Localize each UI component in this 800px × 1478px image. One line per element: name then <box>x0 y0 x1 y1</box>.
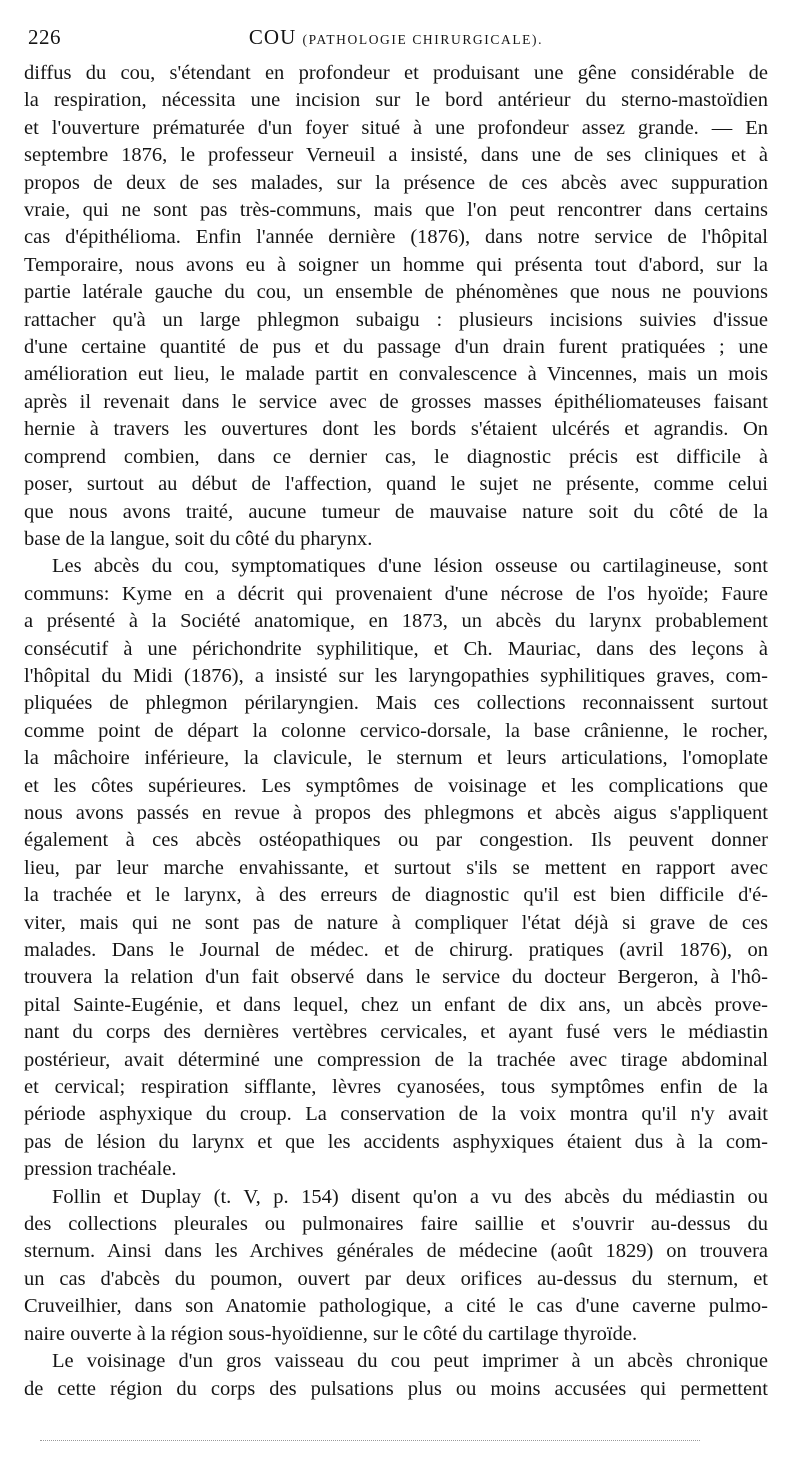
running-title-main: COU <box>248 25 297 49</box>
text-line: nant du corps des dernières vertèbres cervicales, et ayant fusé vers le médiastin <box>24 1021 768 1044</box>
bottom-dotted-rule <box>40 1440 700 1441</box>
text-line: malades. Dans le Journal de médec. et de chirurg. pratiques (avril 1876), on <box>24 939 768 961</box>
text-line: que nous avons traité, aucune tumeur de mauvaise nature soit du côté de la <box>24 500 768 523</box>
text-line: viter, mais qui ne sont pas de nature à compliquer l'état déjà si grave de ces <box>24 911 768 934</box>
text-line: Temporaire, nous avons eu à soigner un homme qui présenta tout d'abord, sur la <box>24 253 768 276</box>
running-header <box>24 22 768 54</box>
running-title <box>24 24 768 53</box>
paragraph-1 <box>24 60 768 553</box>
text-line: pliquées de phlegmon périlaryngien. Mais ces collections reconnaissent surtout <box>24 692 768 715</box>
running-title-sub: (PATHOLOGIE CHIRURGICALE). <box>302 32 544 47</box>
text-line: pital Sainte-Eugénie, et dans lequel, chez un enfant de dix ans, un abcès prove- <box>24 993 768 1016</box>
text-line: un cas d'abcès du poumon, ouvert par deux orifices au-dessus du sternum, et <box>24 1267 768 1290</box>
text-line: amélioration eut lieu, le malade partit en convalescence à Vincennes, mais un mois <box>24 363 768 386</box>
text-line: Cruveilhier, dans son Anatomie pathologique, a cité le cas d'une caverne pulmo- <box>24 1295 768 1318</box>
text-line: postérieur, avait déterminé une compression de la trachée avec tirage abdominal <box>24 1048 768 1071</box>
text-line: pression trachéale. <box>24 1158 177 1181</box>
text-line: Les abcès du cou, symptomatiques d'une lésion osseuse ou cartilagineuse, sont <box>52 555 768 578</box>
text-line: après il revenait dans le service avec de grosses masses épithéliomateuses faisant <box>24 390 768 413</box>
text-line: communs: Kyme en a décrit qui provenaient d'une nécrose de l'os hyoïde; Faure <box>24 582 768 605</box>
text-line: septembre 1876, le professeur Verneuil a insisté, dans une de ses cliniques et à <box>24 144 768 167</box>
paragraph-4 <box>24 1348 768 1403</box>
text-line: cas d'épithélioma. Enfin l'année dernière (1876), dans notre service de l'hôpital <box>24 226 768 249</box>
text-line: la trachée et le larynx, à des erreurs de diagnostic qu'il est bien difficile d'é- <box>24 884 768 907</box>
text-line: et les côtes supérieures. Les symptômes de voisinage et les complications que <box>24 774 768 797</box>
text-line: de cette région du corps des pulsations plus ou moins accusées qui permettent <box>24 1377 768 1400</box>
text-line: pas de lésion du larynx et que les accidents asphyxiques étaient dus à la com- <box>24 1130 768 1153</box>
text-line: partie latérale gauche du cou, un ensemble de phénomènes que nous ne pouvions <box>24 281 768 304</box>
text-line: lieu, par leur marche envahissante, et surtout s'ils se mettent en rapport avec <box>24 856 768 879</box>
text-line: la mâchoire inférieure, la clavicule, le sternum et leurs articulations, l'omoplate <box>24 747 768 770</box>
text-line: Follin et Duplay (t. V, p. 154) disent qu'on a vu des abcès du médiastin ou <box>52 1185 768 1208</box>
text-line: Le voisinage d'un gros vaisseau du cou peut imprimer à un abcès chronique <box>52 1350 768 1373</box>
text-line: vraie, qui ne sont pas très-communs, mais que l'on peut rencontrer dans certains <box>24 199 768 222</box>
text-line: l'hôpital du Midi (1876), a insisté sur les laryngopathies syphilitiques graves, com- <box>24 664 768 687</box>
text-line: poser, surtout au début de l'affection, quand le sujet ne présente, comme celui <box>24 473 768 496</box>
paragraph-2 <box>24 553 768 1183</box>
text-line: diffus du cou, s'étendant en profondeur et produisant une gêne considérable de <box>24 62 768 84</box>
page-number: 226 <box>28 25 61 49</box>
text-line: comprend combien, dans ce dernier cas, le diagnostic précis est difficile à <box>24 445 768 468</box>
text-line: rattacher qu'à un large phlegmon subaigu : plusieurs incisions suivies d'issue <box>24 308 768 331</box>
text-line: et cervical; respiration sifflante, lèvres cyanosées, tous symptômes enfin de la <box>24 1076 768 1099</box>
text-line: comme point de départ la colonne cervico-dorsale, la base crânienne, le rocher, <box>24 719 768 742</box>
text-line: d'une certaine quantité de pus et du passage d'un drain furent pratiquées ; une <box>24 336 768 359</box>
paragraph-3 <box>24 1184 768 1348</box>
text-line: a présenté à la Société anatomique, en 1873, un abcès du larynx probablement <box>24 610 768 633</box>
text-line: hernie à travers les ouvertures dont les bords s'étaient ulcérés et agrandis. On <box>24 418 768 441</box>
text-line: naire ouverte à la région sous-hyoïdienne, sur le côté du cartilage thyroïde. <box>24 1322 638 1345</box>
text-line: la respiration, nécessita une incision sur le bord antérieur du sterno-mastoïdien <box>24 89 768 112</box>
text-line: trouvera la relation d'un fait observé dans le service du docteur Bergeron, à l'hô- <box>24 966 768 989</box>
text-line: également à ces abcès ostéopathiques ou par congestion. Ils peuvent donner <box>24 829 768 852</box>
text-line: sternum. Ainsi dans les Archives générales de médecine (août 1829) on trouvera <box>24 1240 768 1263</box>
text-line: base de la langue, soit du côté du pharynx. <box>24 527 373 550</box>
text-line: nous avons passés en revue à propos des phlegmons et abcès aigus s'appliquent <box>24 801 768 824</box>
text-line: période asphyxique du croup. La conservation de la voix montra qu'il n'y avait <box>24 1103 768 1126</box>
text-line: des collections pleurales ou pulmonaires faire saillie et s'ouvrir au-dessus du <box>24 1213 768 1236</box>
book-page <box>24 22 768 1403</box>
text-line: propos de deux de ses malades, sur la présence de ces abcès avec suppuration <box>24 171 768 194</box>
text-line: consécutif à une périchondrite syphilitique, et Ch. Mauriac, dans des leçons à <box>24 637 768 660</box>
text-line: et l'ouverture prématurée d'un foyer situé à une profondeur assez grande. — En <box>24 116 768 139</box>
